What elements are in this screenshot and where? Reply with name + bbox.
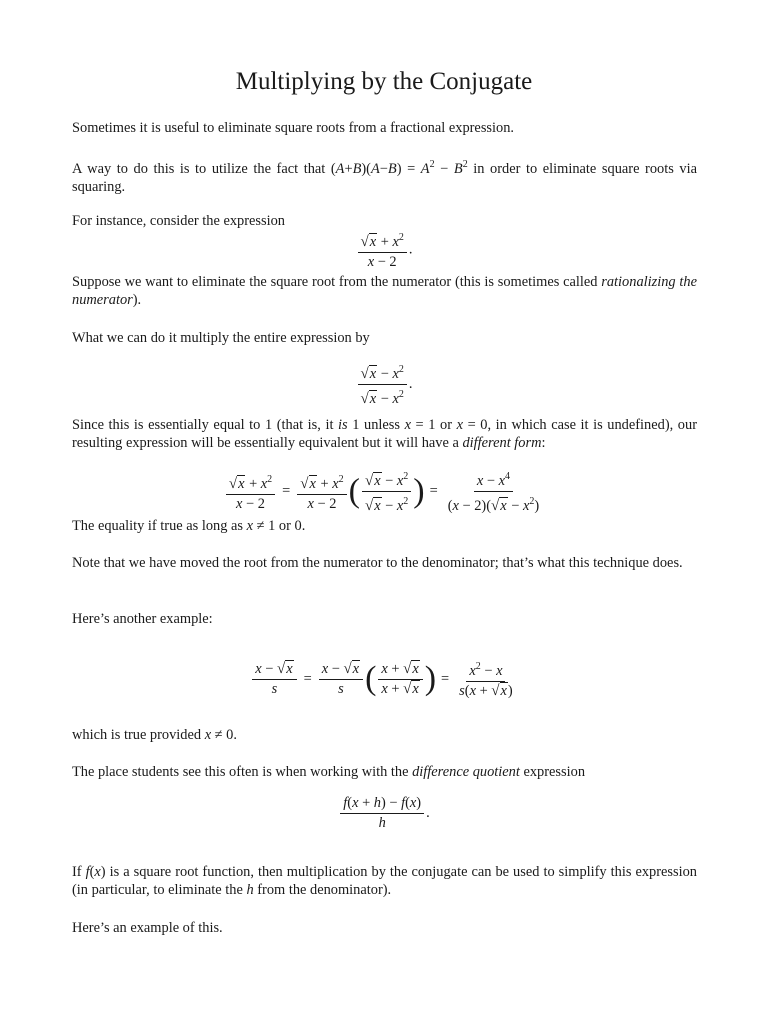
paragraph-example-intro: For instance, consider the expression [72, 213, 286, 229]
paragraph-example-lead: Here’s an example of this. [72, 920, 223, 936]
identity-formula: $(A+B)(A-B) = A^2 - B^2$ [330, 159, 468, 177]
paragraph-square-root-function: If f(x) is a square root function, then multiplication by the conjugate can be used to simplify this expression (in particular, to eliminate the h from the denominator). [72, 864, 698, 898]
equation-conjugate-factor: $\frac{√x - x^2}{√x - x^2}$ . [0, 361, 768, 408]
equation-original-expression: $\frac{√x + x^2}{x - 2}$ . [0, 229, 768, 271]
paragraph-difference-quotient: The place students see this often is when working with the difference quotient expression [72, 764, 586, 780]
equation-second-example: $\frac{x - √x}{s}$ = $\frac{x - √x}{s}$ ( $\frac{x + √x}{x + √x}$ ) = $\frac{x^2 - x}{s(x + √x)}$ [0, 658, 768, 700]
paragraph-multiply: What we can do it multiply the entire expression by [72, 330, 370, 346]
paragraph-technique-note: Note that we have moved the root from the numerator to the denominator; that’s what this technique does. [72, 555, 683, 571]
paragraph-equal-to-one: Since this is essentially equal to 1 (that is, it is 1 unless x = 1 or x = 0, in which case it is undefined), our resulting expression will be essentially equivalent but it will have a different form: [72, 417, 697, 451]
equation-difference-quotient: $\frac{f(x + h) - f(x)}{h}$ . [0, 795, 768, 832]
paragraph-equality-condition: The equality if true as long as x ≠ 1 or 0. [72, 518, 306, 534]
page-title: Multiplying by the Conjugate [235, 68, 533, 95]
paragraph-rationalize: Suppose we want to eliminate the square root from the numerator (this is sometimes called rationalizing the numerator). [72, 274, 698, 308]
paragraph-provided: which is true provided x ≠ 0. [72, 727, 237, 743]
equation-rationalized-result: $\frac{√x + x^2}{x - 2}$ = $\frac{√x + x^2}{x - 2}$ ( $\frac{√x - x^2}{√x - x^2}$ ) = $\frac{x - x^4}{(x - 2)(√x - x^2)}$ [0, 468, 768, 515]
paragraph-intro: Sometimes it is useful to eliminate square roots from a fractional expression. [72, 120, 515, 136]
paragraph-identity: A way to do this is to utilize the fact that $(A+B)(A-B) = A^2 - B^2$ in order to eliminate square roots via squaring. [72, 159, 697, 195]
paragraph-another-example: Here’s another example: [72, 611, 213, 627]
